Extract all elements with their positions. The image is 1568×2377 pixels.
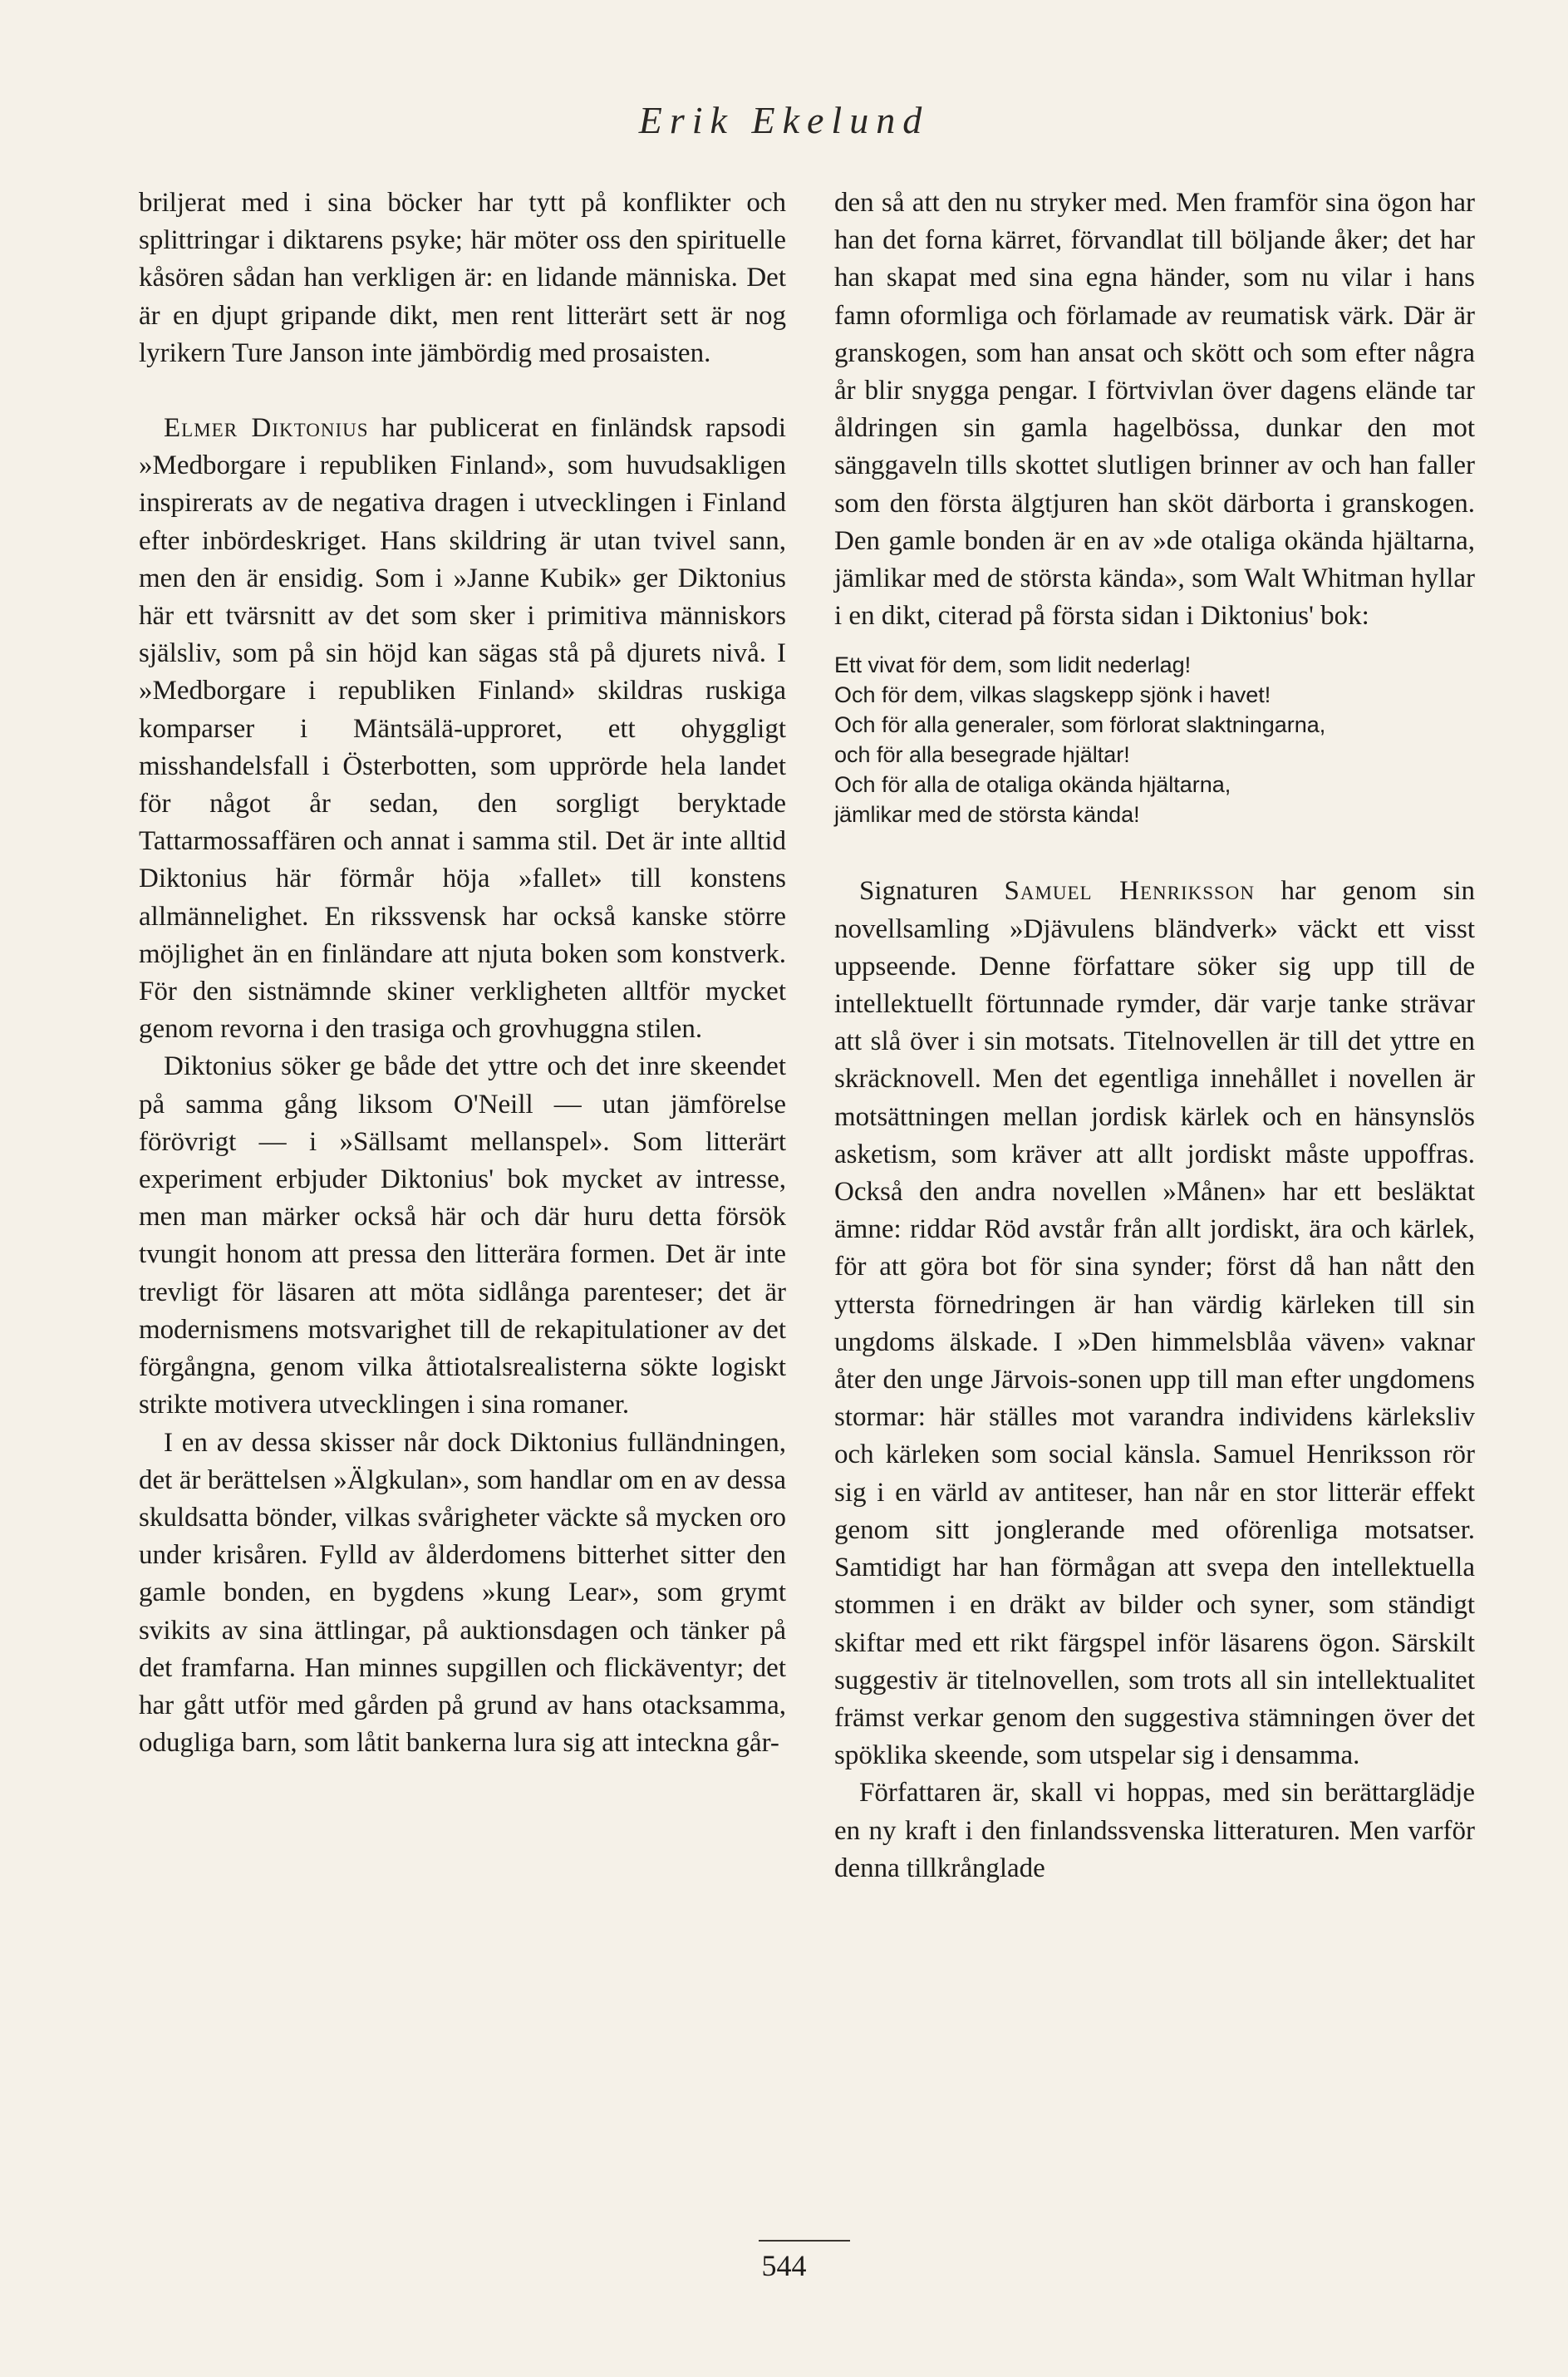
paragraph-text: har publicerat en finländsk rapsodi »Medborgare i republiken Finland», som huvudsakligen inspirerats av de negativa dragen i utvecklingen i Finland efter inbördeskriget. Hans skildring är utan tvivel sann, men den är ensidig. Som i »Janne Kubik» ger Diktonius här ett tvärsnitt av det som sker i primitiva människors själsliv, som på sin höjd kan sägas stå på djurets nivå. I »Medborgare i republiken Finland» skildras ruskiga komparser i Mäntsälä-upproret, ett ohyggligt misshandelsfall i Österbotten, som upprörde hela landet för något år sedan, den sorgligt beryktade Tattarmossaffären och annat i samma stil. Det är inte alltid Diktonius här förmår höja »fallet» till konstens allmännelighet. En rikssvensk har också kanske större möjlighet än en finländare att njuta boken som konstverk. För den sistnämnde skiner verkligheten alltför mycket genom revorna i den trasiga och grovhuggna stilen. [139,413,787,1045]
folio-divider [759,2240,850,2242]
poem-line: jämlikar med de största kända! [834,802,1140,828]
paragraph: den så att den nu stryker med. Men framför sina ögon har han det forna kärret, förvandlat till böljande åker; det har han skapat med sina egna händer, som nu vilar i hans famn oformliga och förlamade av reumatisk värk. Där är granskogen, som han ansat och skött och som efter några år blir snygga pengar. I förtvivlan över dagens elände tar åldringen sin gamla hagelbössa, dunkar den mot sänggaveln tills skottet slutligen brinner av och han faller som den första älgtjuren han sköt därborta i granskogen. Den gamle bonden är en av »de otaliga okända hjältarna, jämlikar med de största kända», som Walt Whitman hyllar i en dikt, citerad på första sidan i Diktonius' bok: [834,188,1475,632]
paragraph [834,873,1475,1774]
poem-line: och för alla besegrade hjältar! [834,742,1130,768]
poem-quote [834,650,1475,829]
left-column [139,185,786,1762]
paragraph: Författaren är, skall vi hoppas, med sin berättarglädje en ny kraft i den finlandssvenska litteraturen. Men varför denna tillkrånglade [834,1778,1475,1883]
poem-line: Och för alla de otaliga okända hjältarna, [834,772,1231,798]
page-number: 544 [761,2249,807,2282]
paragraph-text: har genom sin novellsamling »Djävulens bländverk» väckt ett visst uppseende. Denne författare söker sig upp till de intellektuellt förtunnade rymder, där varje tanke strävar att slå över i sin motsats. Titelnovellen är till det yttre en skräcknovell. Men det egentliga innehållet i novellen är motsättningen mellan jordisk kärlek och en hänsynslös asketism, som kräver att allt jordiskt måste uppoffras. Också den andra novellen »Månen» har ett besläktat ämne: riddar Röd avstår från allt jordiskt, ära och kärlek, för att göra bot för sina synder; först då han nått den yttersta förnedringen är han värdig kärleken till sin ungdoms älskade. I »Den himmelsblåa väven» vaknar åter den unge Järvois-sonen upp till man efter ungdomens stormar: här ställes mot varandra individens kärleksliv och kärleken som social känsla. Samuel Henriksson rör sig i en värld av antiteser, han når en stor litterär effekt genom sitt jonglerande med oförenliga motsatser. Samtidigt har han förmågan att svepa den intellektuella stommen i en dräkt av bilder och syner, som ständigt skiftar med ett rikt färgspel inför läsarens ögon. Särskilt suggestiv är titelnovellen, som trots all sin intellektualitet främst verkar genom den suggestiva stämningen över det spöklika skeende, som utspelar sig i densamma. [834,876,1475,1771]
poem-line: Ett vivat för dem, som lidit nederlag! [834,652,1192,678]
author-name: Elmer Diktonius [164,413,369,444]
paragraph: I en av dessa skisser når dock Diktonius fulländningen, det är berättelsen »Älgkulan», som handlar om en av dessa skuldsatta bönder, vilkas svårigheter väckte så mycken oro under krisåren. Fylld av ålderdomens bitterhet sitter den gamle bonden, en bygdens »kung Lear», som grymt svikits av sina ättlingar, på auktionsdagen och tänker på det framfarna. Han minnes supgillen och flickäventyr; det har gått utför med gården på grund av hans otacksamma, odugliga barn, som låtit bankerna lura sig att inteckna går- [139,1427,786,1759]
running-head: Erik Ekelund [638,99,930,141]
paragraph: Diktonius söker ge både det yttre och det inre skeendet på samma gång liksom O'Neill — utan jämförelse förövrigt — i »Sällsamt mellanspel». Som litterärt experiment erbjuder Diktonius' bok mycket av intresse, men man märker också här och där huru detta försök tvungit honom att pressa den litterära formen. Det är inte trevligt för läsaren att möta sidlånga parenteser; det är modernismens motsvarighet till de rekapitulationer av det förgångna, genom vilka åttiotalsrealisterna sökte logiskt strikte motivera utvecklingen i sina romaner. [139,1051,786,1420]
poem-line: Och för alla generaler, som förlorat slaktningarna, [834,712,1326,738]
right-column [834,185,1475,1887]
paragraph: briljerat med i sina böcker har tytt på konflikter och splittringar i diktarens psyke; här möter oss den spirituelle kåsören sådan han verkligen är: en lidande människa. Det är en djupt gripande dikt, men rent litterärt sett är nog lyrikern Ture Janson inte jämbördig med prosaisten. [139,188,786,368]
paragraph [139,410,786,1048]
author-name: Samuel Henriksson [1004,876,1256,907]
paragraph-lead: Signaturen [859,876,1005,907]
poem-line: Och för dem, vilkas slagskepp sjönk i havet! [834,682,1271,708]
